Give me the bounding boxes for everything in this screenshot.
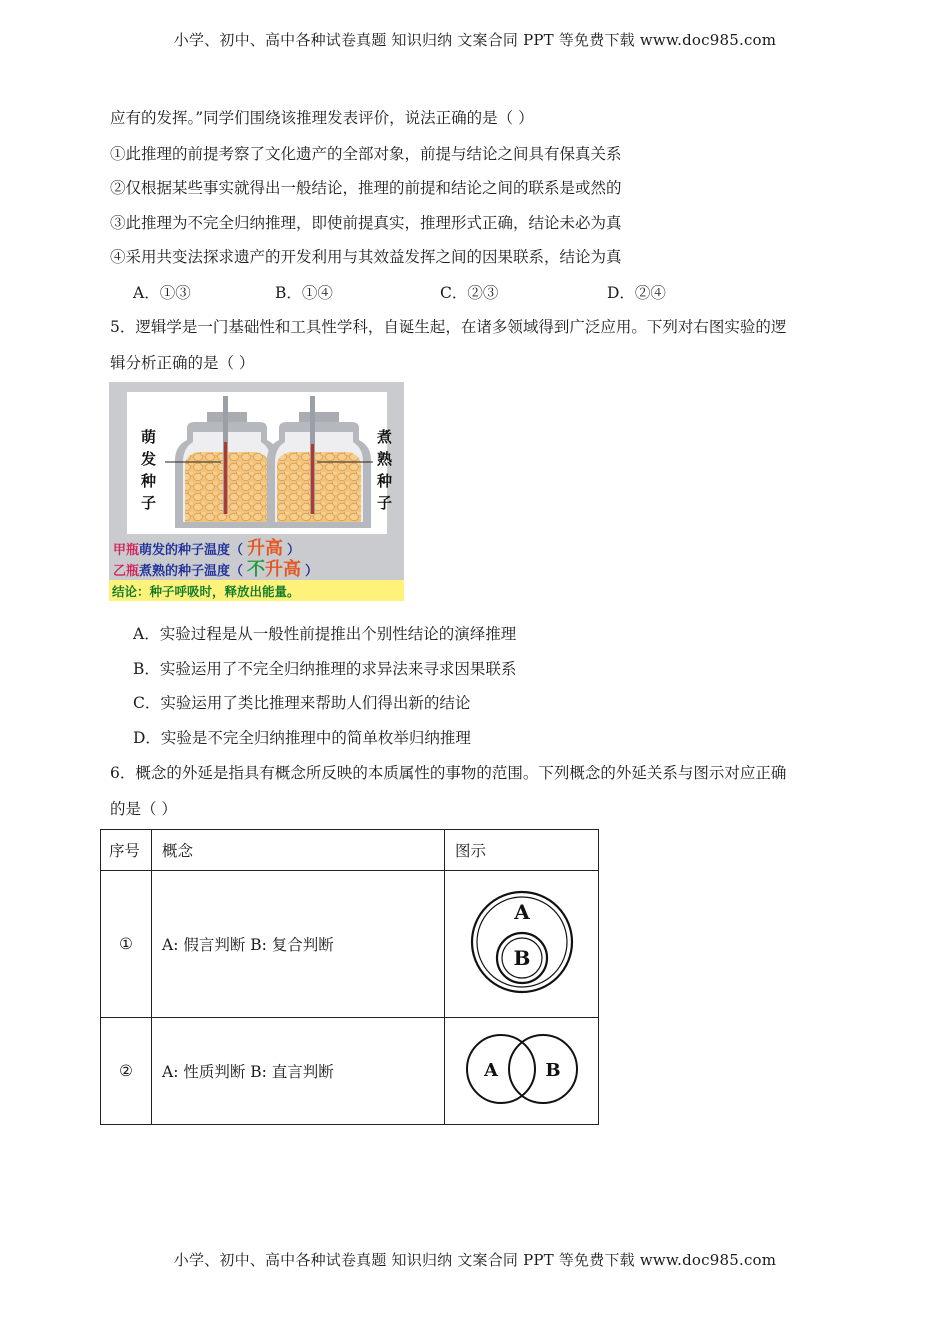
q4-item-1: ①此推理的前提考察了文化遗产的全部对象，前提与结论之间具有保真关系: [110, 145, 622, 163]
row2-answer: 升高: [265, 559, 302, 580]
row2-prefix-yi: 乙瓶: [113, 564, 140, 579]
overlapping-circles-diagram: [464, 1032, 580, 1106]
q5-option-b: B．实验运用了不完全归纳推理的求异法来寻求因果联系: [133, 660, 517, 678]
row2-prefix: 煮熟的种子温度（: [139, 564, 244, 579]
left-label-char-1: 萌: [141, 428, 157, 446]
diagram-2-label-b: B: [544, 1060, 561, 1081]
row2-answer-not: 不: [247, 559, 266, 580]
diagram-1-label-b: B: [513, 946, 530, 970]
row-2-num: ②: [101, 1018, 152, 1125]
q5-stem-line1: 5．逻辑学是一门基础性和工具性学科，自诞生起，在诸多领域得到广泛应用。下列对右图实验的逻: [110, 318, 787, 336]
row1-prefix: 萌发的种子温度（: [139, 543, 244, 558]
right-label-char-2: 熟: [377, 450, 393, 468]
q4-item-2: ②仅根据某些事实就得出一般结论，推理的前提和结论之间的联系是或然的: [110, 179, 622, 197]
q5-option-a: A．实验过程是从一般性前提推出个别性结论的演绎推理: [133, 625, 517, 643]
diagram-1-label-a: A: [513, 900, 530, 924]
left-label-char-3: 种: [141, 472, 157, 490]
row1-prefix-jia: 甲瓶: [113, 543, 140, 558]
page-footer: 小学、初中、高中各种试卷真题 知识归纳 文案合同 PPT 等免费下载 www.doc985.com: [173, 1251, 777, 1269]
q4-option-b: B．①④: [275, 284, 333, 302]
q6-stem-line1: 6．概念的外延是指具有概念所反映的本质属性的事物的范围。下列概念的外延关系与图示对应正确: [110, 764, 787, 782]
row2-suffix: ）: [305, 564, 319, 579]
header-num: 序号: [101, 830, 152, 871]
q4-option-a: A．①③: [133, 284, 191, 302]
header-diagram: 图示: [445, 830, 599, 871]
nested-circles-diagram: [467, 887, 577, 997]
row-2-diagram: [445, 1018, 599, 1125]
concept-table: [100, 829, 599, 1125]
row-1-diagram: [445, 871, 599, 1018]
q6-stem-line2: 的是（ ）: [110, 800, 177, 818]
right-label-char-4: 子: [377, 494, 393, 512]
header-concept: 概念: [152, 830, 445, 871]
q4-item-4: ④采用共变法探求遗产的开发利用与其效益发挥之间的因果联系，结论为真: [110, 248, 622, 266]
q5-option-c: C．实验运用了类比推理来帮助人们得出新的结论: [133, 694, 471, 712]
q4-option-d: D．②④: [607, 284, 666, 302]
row1-answer: 升高: [247, 538, 284, 559]
experiment-figure: [109, 382, 404, 601]
left-label-char-2: 发: [141, 450, 157, 468]
q4-stem: 应有的发挥。”同学们围绕该推理发表评价，说法正确的是（ ）: [110, 109, 534, 127]
page-header: 小学、初中、高中各种试卷真题 知识归纳 文案合同 PPT 等免费下载 www.doc985.com: [173, 31, 777, 49]
right-label-char-1: 煮: [377, 428, 393, 446]
q5-stem-line2: 辑分析正确的是（ ）: [110, 354, 255, 372]
row-1-num: ①: [101, 871, 152, 1018]
table-row: [101, 1018, 599, 1125]
figure-conclusion: 结论：种子呼吸时，释放出能量。: [112, 584, 300, 599]
diagram-2-label-a: A: [483, 1060, 498, 1081]
q4-item-3: ③此推理为不完全归纳推理，即使前提真实，推理形式正确，结论未必为真: [110, 214, 622, 232]
row-2-concept: A: 性质判断 B: 直言判断: [152, 1018, 445, 1125]
q4-option-c: C．②③: [440, 284, 499, 302]
q5-option-d: D．实验是不完全归纳推理中的简单枚举归纳推理: [133, 729, 471, 747]
row1-suffix: ）: [287, 543, 301, 558]
table-header-row: [101, 830, 599, 871]
table-row: [101, 871, 599, 1018]
right-label-char-3: 种: [377, 472, 393, 490]
left-label-char-4: 子: [141, 494, 157, 512]
row-1-concept: A: 假言判断 B: 复合判断: [152, 871, 445, 1018]
